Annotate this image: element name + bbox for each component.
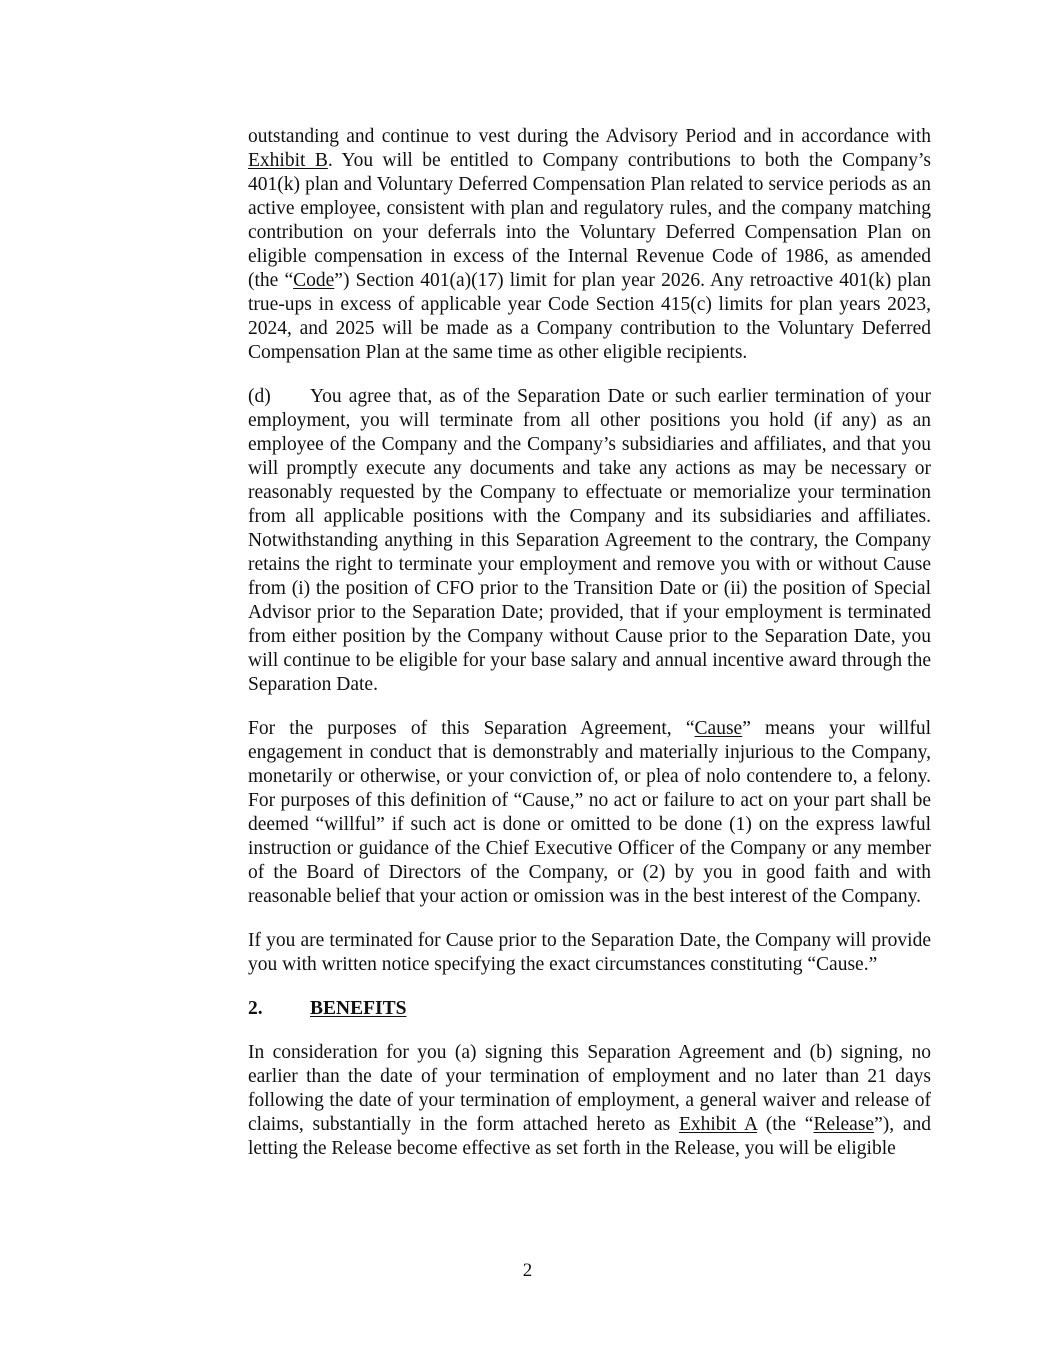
defined-term-cause: Cause <box>694 718 743 739</box>
text-run: For the purposes of this Separation Agreement, “ <box>248 718 695 739</box>
section-number: 2. <box>248 998 263 1019</box>
text-run: outstanding and continue to vest during the Advisory Period and in accordance with <box>248 126 931 147</box>
text-run: ”), and letting the Release become effective as set forth in the Release, you will be eligible <box>248 1114 931 1159</box>
item-label-d: (d) <box>248 386 271 407</box>
text-run: You agree that, as of the Separation Date or such earlier termination of your employment, you will terminate from all other positions you hold (if any) as an employee of the Company and the Company’s subsidiaries and affiliates, and that you will promptly execute any documents and take any actions as may be necessary or reasonably requested by the Company to effectuate or memorialize your termination from all applicable positions with the Company and its subsidiaries and affiliates. Notwithstanding anything in this Separation Agreement to the contrary, the Company retains the right to terminate your employment and remove you with or without Cause from (i) the position of CFO prior to the Transition Date or (ii) the position of Special Advisor prior to the Separation Date; provided, that if your employment is terminated from either position by the Company without Cause prior to the Separation Date, you will continue to be eligible for your base salary and annual incentive award through the Separation Date. <box>248 386 931 695</box>
text-run: In consideration for you (a) signing this Separation Agreement and (b) signing, no earlier than the date of your termination of employment and no later than 21 days following the date of your termination of employment, a general waiver and release of claims, substantially in the form attached hereto as <box>248 1042 931 1135</box>
document-body <box>248 125 931 1181</box>
exhibit-b-reference: Exhibit B <box>248 150 328 171</box>
page-number: 2 <box>522 1260 533 1281</box>
text-run: (the “ <box>757 1114 814 1135</box>
text-run: ” means your willful engagement in conduct that is demonstrably and materially injurious to the Company, monetarily or otherwise, or your conviction of, or plea of nolo contendere to, a felony. For purposes of this definition of “Cause,” no act or failure to act on your part shall be deemed “willful” if such act is done or omitted to be done (1) on the express lawful instruction or guidance of the Chief Executive Officer of the Company or any member of the Board of Directors of the Company, or (2) by you in good faith and with reasonable belief that your action or omission was in the best interest of the Company. <box>248 718 931 907</box>
paragraph-d-positions <box>248 385 931 697</box>
section-heading-benefits <box>248 997 931 1021</box>
text-run: ”) Section 401(a)(17) limit for plan year 2026. Any retroactive 401(k) plan true-ups in excess of applicable year Code Section 415(c) limits for plan years 2023, 2024, and 2025 will be made as a Company contribution to the Voluntary Deferred Compensation Plan at the same time as other eligible recipients. <box>248 270 931 363</box>
paragraph-cause-notice: If you are terminated for Cause prior to the Separation Date, the Company will provide you with written notice specifying the exact circumstances constituting “Cause.” <box>248 930 931 975</box>
text-run: . You will be entitled to Company contributions to both the Company’s 401(k) plan and Voluntary Deferred Compensation Plan related to service periods as an active employee, consistent with plan and regulatory rules, and the company matching contribution on your deferrals into the Voluntary Deferred Compensation Plan on eligible compensation in excess of the Internal Revenue Code of 1986, as amended (the “ <box>248 150 932 291</box>
paragraph-cause-definition <box>248 717 931 909</box>
defined-term-release: Release <box>813 1114 875 1135</box>
section-title: BENEFITS <box>310 998 407 1019</box>
exhibit-a-reference: Exhibit A <box>678 1114 758 1135</box>
paragraph-benefits-consideration <box>248 1041 931 1161</box>
paragraph-benefit-plans <box>248 125 931 365</box>
defined-term-code: Code <box>293 270 335 291</box>
